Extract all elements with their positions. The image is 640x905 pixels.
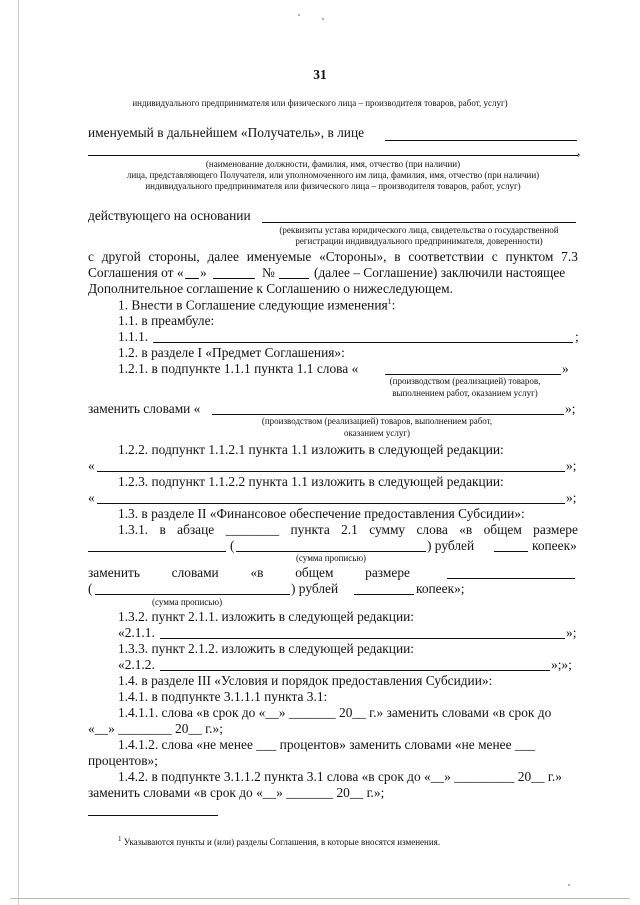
agreement-number-sign: № [262, 265, 275, 280]
item-1-4-1-2: 1.4.1.2. слова «не менее ___ процентов» заменить словами «не менее ___ [118, 737, 535, 752]
percent-tail: процентов»; [88, 753, 158, 768]
item-1-2-1-fill-line [385, 374, 561, 375]
caption-production-4: оказанием услуг) [343, 428, 411, 438]
quote-semicolon: »; [566, 458, 577, 473]
paren-open: ( [88, 581, 93, 596]
item-1-2-2: 1.2.2. подпункт 1.1.2.1 пункта 1.1 изложить в следующей редакции: [118, 442, 504, 457]
item-1-4-1: 1.4.1. в подпункте 3.1.1.1 пункта 3.1: [118, 689, 328, 704]
kopecks-label: копеек» [532, 538, 577, 553]
colon: : [391, 297, 396, 313]
quote-open: « [88, 490, 95, 505]
item-1-4-2: 1.4.2. в подпункте 3.1.1.2 пункта 3.1 слова «в срок до «__» _________ 20__ г.» [118, 769, 562, 784]
rubles-label: ) рублей [291, 581, 339, 596]
caption-basis-2: регистрации индивидуального предпринимателя, доверенности) [295, 236, 543, 246]
item-1-3-1-word: слова [416, 522, 448, 537]
item-1-3-2: 1.3.2. пункт 2.1.1. изложить в следующей редакции: [118, 609, 415, 624]
recipient-fill-line [385, 140, 577, 141]
recipient-label: именуемый в дальнейшем «Получатель», в лице [88, 125, 365, 140]
item-1-1: 1.1. в преамбуле: [118, 313, 215, 328]
parties-word: стороны, [148, 249, 200, 264]
date-tail: «__» ________ 20__ г.»; [88, 721, 223, 736]
item-1-2-3-fill-line [97, 503, 565, 504]
parties-line [88, 250, 578, 263]
additional-agreement: Дополнительное соглашение к Соглашению о нижеследующем. [88, 281, 453, 296]
month-fill-line [213, 278, 255, 279]
item-1-3-1-word: пункта [290, 522, 330, 537]
footnote-separator [88, 815, 218, 816]
number-fill-line [279, 278, 309, 279]
rubles-label: ) рублей [427, 538, 475, 553]
replace-sum-fill-line [447, 578, 575, 579]
agreement-from-label: Соглашения от « [88, 265, 184, 280]
item-1-3-1-word: «в [459, 522, 473, 537]
kopecks-label: копеек»; [416, 581, 465, 596]
scan-speck [568, 884, 570, 886]
replace-word: «в [250, 565, 264, 580]
item-1-3-1-word: ________ [225, 522, 280, 537]
footnote [118, 836, 440, 847]
quote-2-1-1: «2.1.1. [118, 625, 155, 640]
item-1-4: 1.4. в разделе III «Условия и порядок предоставления Субсидии»: [118, 673, 493, 688]
parties-word: 7.3 [561, 249, 578, 264]
parties-word: с [88, 249, 94, 264]
sum-words-fill-line [236, 551, 426, 552]
basis-label: действующего на основании [88, 208, 251, 223]
agreement-quote-close: » [200, 265, 207, 280]
quote-2-1-2: «2.1.2. [118, 657, 155, 672]
replace-with-fill-line [212, 414, 564, 415]
item-1 [118, 298, 395, 312]
item-1-3-1-word: размере [533, 522, 578, 537]
item-1-3-3: 1.3.3. пункт 2.1.2. изложить в следующей редакции: [118, 641, 415, 656]
caption-production-2: выполнением работ, оказанием услуг) [392, 388, 538, 398]
parties-word: пунктом [505, 249, 554, 264]
replace-kopecks-fill-line [354, 594, 414, 595]
replace-word: словами [171, 565, 219, 580]
item-1-3-1-word: общем [483, 522, 522, 537]
header-caption: индивидуального предпринимателя или физического лица – производителя товаров, работ, услуг) [132, 98, 508, 108]
basis-fill-line [262, 222, 576, 223]
caption-basis-1: (реквизиты устава юридического лица, свидетельства о государственной [279, 225, 559, 235]
replace-words [88, 566, 410, 579]
item-1-2: 1.2. в разделе I «Предмет Соглашения»: [118, 345, 345, 360]
quote-semicolon: »; [566, 625, 577, 640]
quote-open: « [88, 458, 95, 473]
item-1-2-1: 1.2.1. в подпункте 1.1.1 пункта 1.1 слова « [118, 361, 359, 376]
footnote-text: Указываются пункты и (или) разделы Соглашения, в которые вносятся изменения. [123, 837, 441, 847]
footnote-mark: 1 [118, 835, 122, 843]
replace-word: размере [365, 565, 410, 580]
scan-speck [322, 18, 324, 20]
parties-word: в [394, 249, 401, 264]
replace-sum-words-fill-line [95, 594, 290, 595]
footnote-mark: 1 [387, 297, 392, 306]
item-1-text: 1. Внести в Соглашение следующие изменения [118, 297, 388, 313]
caption-sum: (сумма прописью) [295, 553, 367, 563]
item-1-3-1-word: абзаце [177, 522, 215, 537]
sum-digits-fill-line [88, 551, 226, 552]
parties-word: с [491, 249, 498, 264]
replace-word: общем [295, 565, 334, 580]
caption-persons-1: лица, представляющего Получателя, или уполномоченного им лица, фамилия, имя, отчество (при наличии) [126, 170, 540, 180]
caption-persons-2: индивидуального предпринимателя или физического лица – производителя товаров, работ, услуг) [145, 181, 521, 191]
caption-sum: (сумма прописью) [152, 597, 223, 607]
scan-left-edge [18, 0, 19, 905]
quote-semicolon: »; [566, 490, 577, 505]
replace-word: заменить [88, 565, 140, 580]
item-1-3-1-word: в [159, 522, 166, 537]
caption-name-position: (наименование должности, фамилия, имя, отчество (при наличии) [205, 159, 461, 169]
agreement-rest: (далее – Соглашение) заключили настоящее [314, 265, 566, 280]
item-1-3-1-word: 1.3.1. [118, 522, 149, 537]
item-1-2-2-fill-line [97, 471, 565, 472]
item-1-3-1 [118, 523, 578, 536]
parties-word: именуемые [246, 249, 312, 264]
item-1-2-3: 1.2.3. подпункт 1.1.2.2 пункта 1.1 изложить в следующей редакции: [118, 474, 504, 489]
page-number: 31 [313, 67, 327, 82]
item-1-1-1: 1.1.1. [118, 329, 149, 344]
quote-close: » [562, 361, 569, 376]
caption-production-3: (производством (реализацией) товаров, выполнением работ, [261, 416, 493, 426]
parties-word: далее [207, 249, 239, 264]
quote-semicolon: »; [565, 401, 576, 416]
semicolon: ; [575, 329, 579, 344]
kopecks-fill-line [494, 551, 528, 552]
item-1-3: 1.3. в разделе II «Финансовое обеспечение предоставления Субсидии»: [118, 506, 525, 521]
caption-production-1: (производством (реализацией) товаров, [389, 376, 541, 386]
day-fill-line [185, 278, 199, 279]
item-1-3-1-word: 2.1 [341, 522, 358, 537]
item-2-1-2-fill-line [160, 670, 550, 671]
item-1-1-1-fill-line [153, 342, 573, 343]
comma: , [577, 143, 581, 158]
double-close: »;»; [551, 657, 572, 672]
scan-bottom-edge [10, 898, 630, 899]
parties-word: «Стороны», [319, 249, 387, 264]
item-1-4-1-1: 1.4.1.1. слова «в срок до «__» _______ 20__ г.» заменить словами «в срок до [118, 705, 552, 720]
parties-word: соответствии [408, 249, 484, 264]
scan-speck [298, 14, 300, 16]
replace-date: заменить словами «в срок до «__» _______ 20__ г.»; [88, 785, 385, 800]
parties-word: другой [101, 249, 141, 264]
item-2-1-1-fill-line [160, 638, 565, 639]
item-1-3-1-word: сумму [369, 522, 406, 537]
paren-open: ( [230, 538, 235, 553]
replace-with-label: заменить словами « [88, 401, 201, 416]
recipient-fill-line-2 [88, 155, 578, 156]
